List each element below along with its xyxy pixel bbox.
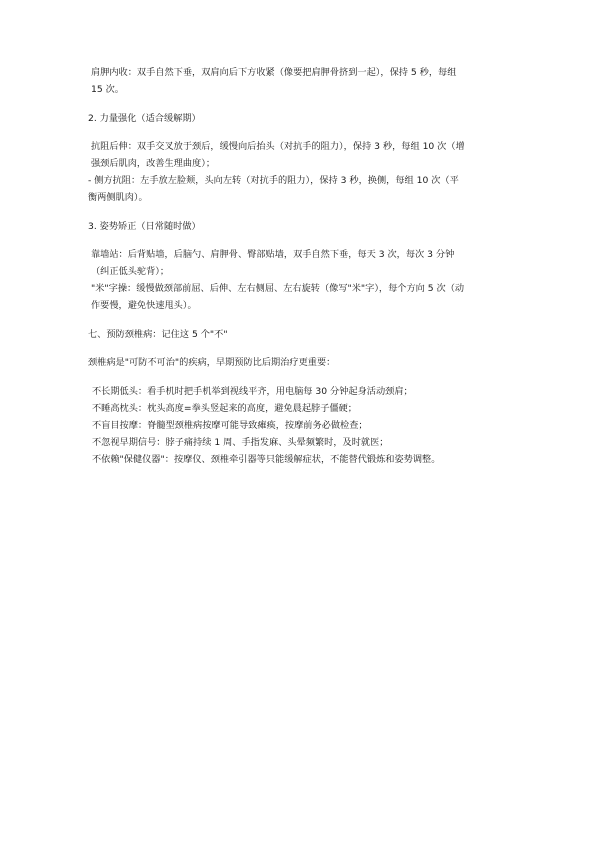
resisted-extension-line-1: 抗阻后伸：双手交叉放于颈后，缓慢向后抬头（对抗手的阻力），保持 3 秒，每组 10 次（增: [91, 141, 465, 152]
list-item: 不盲目按摩：脊髓型颈椎病按摩可能导致瘫痪，按摩前务必做检查；: [92, 420, 368, 431]
mi-exercise-line-2: 作要慢，避免快速甩头）。: [91, 300, 197, 311]
lateral-resistance-line-2: 衡两侧肌肉）。: [88, 192, 148, 203]
shoulder-line-1: 肩胛内收：双手自然下垂，双肩向后下方收紧（像要把肩胛骨挤到一起），保持 5 秒，每组: [91, 67, 457, 78]
lateral-resistance-line-1: - 侧方抗阻：左手放左脸颊，头向左转（对抗手的阻力），保持 3 秒，换侧，每组 10 次（平: [88, 175, 459, 186]
resisted-extension-paragraph: [88, 138, 516, 172]
wall-stand-line-2: （纠正低头驼背）；: [91, 266, 170, 277]
document-body: [88, 64, 516, 468]
lateral-resistance-paragraph: [88, 172, 516, 206]
wall-stand-line-1: 靠墙站：后背贴墙，后脑勺、肩胛骨、臀部贴墙，双手自然下垂，每天 3 次，每次 3 分钟: [91, 249, 455, 260]
list-item: 不忽视早期信号：脖子痛持续 1 周、手指发麻、头晕频繁时，及时就医；: [92, 437, 389, 448]
wall-stand-paragraph: [88, 246, 516, 280]
section-3-heading: 3. 姿势矫正（日常随时做）: [88, 221, 201, 232]
shoulder-line-2: 15 次。: [91, 84, 124, 95]
mi-exercise-paragraph: [88, 280, 516, 314]
section-2-heading: 2. 力量强化（适合缓解期）: [88, 113, 201, 124]
section-7-intro: 颈椎病是"可防不可治"的疾病，早期预防比后期治疗更重要：: [88, 357, 336, 368]
resisted-extension-line-2: 强颈后肌肉，改善生理曲度）；: [91, 158, 216, 169]
shoulder-retraction-paragraph: [88, 64, 516, 98]
section-7-heading: 七、预防颈椎病：记住这 5 个"不": [88, 329, 228, 340]
list-item: 不依赖"保健仪器"：按摩仪、颈椎牵引器等只能缓解症状，不能替代锻炼和姿势调整。: [92, 454, 441, 465]
mi-exercise-line-1: "米"字操：缓慢做颈部前屈、后伸、左右侧屈、左右旋转（像写"米"字），每个方向 5 次（动: [91, 283, 465, 294]
list-item: 不长期低头：看手机时把手机举到视线平齐，用电脑每 30 分钟起身活动颈肩；: [92, 386, 413, 397]
prevention-rules-list: [88, 383, 516, 468]
list-item: 不睡高枕头：枕头高度=拳头竖起来的高度，避免晨起脖子僵硬；: [92, 403, 357, 414]
